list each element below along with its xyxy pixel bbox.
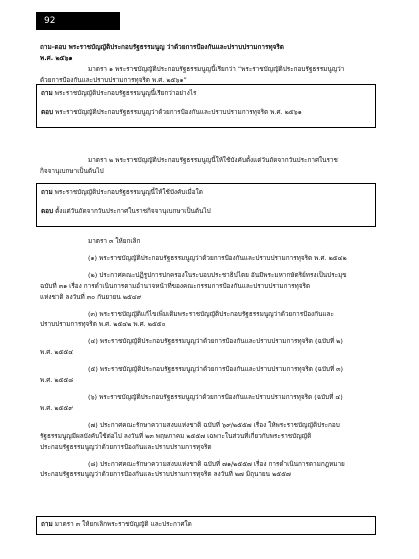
heading-line-2: พ.ศ. ๒๕๖๑ bbox=[40, 53, 73, 62]
question-label: ถาม bbox=[41, 520, 53, 528]
answer-text: ตั้งแต่วันถัดจากวันประกาศในราชกิจจานุเบกษาเป็นต้นไป bbox=[55, 206, 211, 215]
section-3 bbox=[40, 236, 378, 480]
question-text: พระราชบัญญัติประกอบรัฐธรรมนูญนี้ให้ใช้บังคับเมื่อใด bbox=[54, 188, 203, 196]
qa-box-3 bbox=[36, 516, 376, 535]
page-number-badge: 92 bbox=[36, 12, 120, 30]
question-label: ถาม bbox=[41, 188, 53, 196]
repeal-item-continued: ปราบปรามการทุจริต พ.ศ. ๒๕๔๒ พ.ศ. ๒๕๕๐ bbox=[40, 320, 166, 329]
repeal-item-continued: ประกอบรัฐธรรมนูญว่าด้วยการป้องกันและปราบปรามการทุจริต bbox=[40, 442, 212, 451]
repeal-item-continued: พ.ศ. ๒๕๕๔ bbox=[40, 348, 74, 357]
question-text: มาตรา ๓ ให้ยกเลิกพระราชบัญญัติ และประกาศใด bbox=[54, 520, 192, 528]
repeal-item-continued: พ.ศ. ๒๕๕๘ bbox=[40, 376, 74, 385]
repeal-item: (๕) พระราชบัญญัติประกอบรัฐธรรมนูญว่าด้วยการป้องกันและปราบปรามการทุจริต (ฉบับที่ ๓) bbox=[88, 365, 344, 374]
qa-box-2 bbox=[36, 183, 376, 227]
answer-text: พระราชบัญญัติประกอบรัฐธรรมนูญว่าด้วยการป้องกันและปราบปรามการทุจริต พ.ศ. ๒๕๖๑ bbox=[55, 107, 302, 116]
section-1-line-2: ด้วยการป้องกันและปราบปรามการทุจริต พ.ศ. ๒๕๖๑” bbox=[40, 75, 187, 84]
section-1-line-1: มาตรา ๑ พระราชบัญญัติประกอบรัฐธรรมนูญนี้เรียกว่า “พระราชบัญญัติประกอบรัฐธรรมนูญว่า bbox=[88, 64, 345, 73]
repeal-item: (๗) ประกาศคณะรักษาความสงบแห่งชาติ ฉบับที่ ๖๙/๒๕๕๗ เรื่อง ให้พระราชบัญญัติประกอบ bbox=[88, 420, 340, 429]
repeal-item: (๖) พระราชบัญญัติประกอบรัฐธรรมนูญว่าด้วยการป้องกันและปราบปรามการทุจริต (ฉบับที่ ๔) bbox=[88, 392, 343, 401]
section-2-line-2: กิจจานุเบกษาเป็นต้นไป bbox=[40, 166, 104, 175]
repeal-item: (๑) พระราชบัญญัติประกอบรัฐธรรมนูญว่าด้วยการป้องกันและปราบปรามการทุจริต พ.ศ. ๒๕๔๒ bbox=[88, 253, 347, 262]
repeal-item-continued: พ.ศ. ๒๕๕๙ bbox=[40, 403, 73, 412]
section-3-intro: มาตรา ๓ ให้ยกเลิก bbox=[88, 237, 141, 245]
repeal-item-continued: ฉบับที่ ๓๑ เรื่อง การดำเนินการตามอำนาจหน้าที่ของคณะกรรมการป้องกันและปราบปรามการทุจริต bbox=[40, 281, 311, 290]
repeal-item-continued: รัฐธรรมนูญมีผลบังคับใช้ต่อไป ลงวันที่ ๒๓ พฤษภาคม ๒๕๕๗ เฉพาะในส่วนที่เกี่ยวกับพระราชบัญญัติ bbox=[40, 431, 312, 440]
document-body bbox=[40, 42, 378, 86]
repeal-item: (๓) พระราชบัญญัติแก้ไขเพิ่มเติมพระราชบัญญัติประกอบรัฐธรรมนูญว่าด้วยการป้องกันและ bbox=[88, 309, 334, 318]
repeal-item-continued: แห่งชาติ ลงวันที่ ๓๐ กันยายน ๒๕๔๙ bbox=[40, 292, 142, 301]
repeal-item-continued: ประกอบรัฐธรรมนูญว่าด้วยการป้องกันและปราบปรามการทุจริต ลงวันที่ ๒๗ มิถุนายน ๒๕๕๗ bbox=[40, 470, 291, 479]
question-text: พระราชบัญญัติประกอบรัฐธรรมนูญนี้เรียกว่าอย่างไร bbox=[54, 89, 197, 97]
repeal-item: (๔) พระราชบัญญัติประกอบรัฐธรรมนูญว่าด้วยการป้องกันและปราบปรามการทุจริต (ฉบับที่ ๒) bbox=[88, 337, 343, 346]
repeal-item: (๒) ประกาศคณะปฏิรูปการปกครองในระบอบประชาธิปไตย อันมีพระมหากษัตริย์ทรงเป็นประมุข bbox=[88, 270, 347, 279]
section-2-line-1: มาตรา ๒ พระราชบัญญัติประกอบรัฐธรรมนูญนี้ให้ใช้บังคับตั้งแต่วันถัดจากวันประกาศในราช bbox=[88, 156, 338, 164]
repeal-item: (๘) ประกาศคณะรักษาความสงบแห่งชาติ ฉบับที่ ๗๑/๒๕๕๗ เรื่อง การดำเนินการตามกฎหมาย bbox=[88, 459, 345, 468]
answer-label: ตอบ bbox=[41, 107, 54, 116]
question-label: ถาม bbox=[41, 89, 53, 97]
answer-label: ตอบ bbox=[41, 206, 54, 215]
qa-box-1 bbox=[36, 84, 376, 128]
heading-line-1: ถาม-ตอบ พระราชบัญญัติประกอบรัฐธรรมนูญ ว่าด้วยการป้องกันและปราบปรามการทุจริต bbox=[40, 43, 284, 51]
section-2 bbox=[40, 155, 378, 177]
